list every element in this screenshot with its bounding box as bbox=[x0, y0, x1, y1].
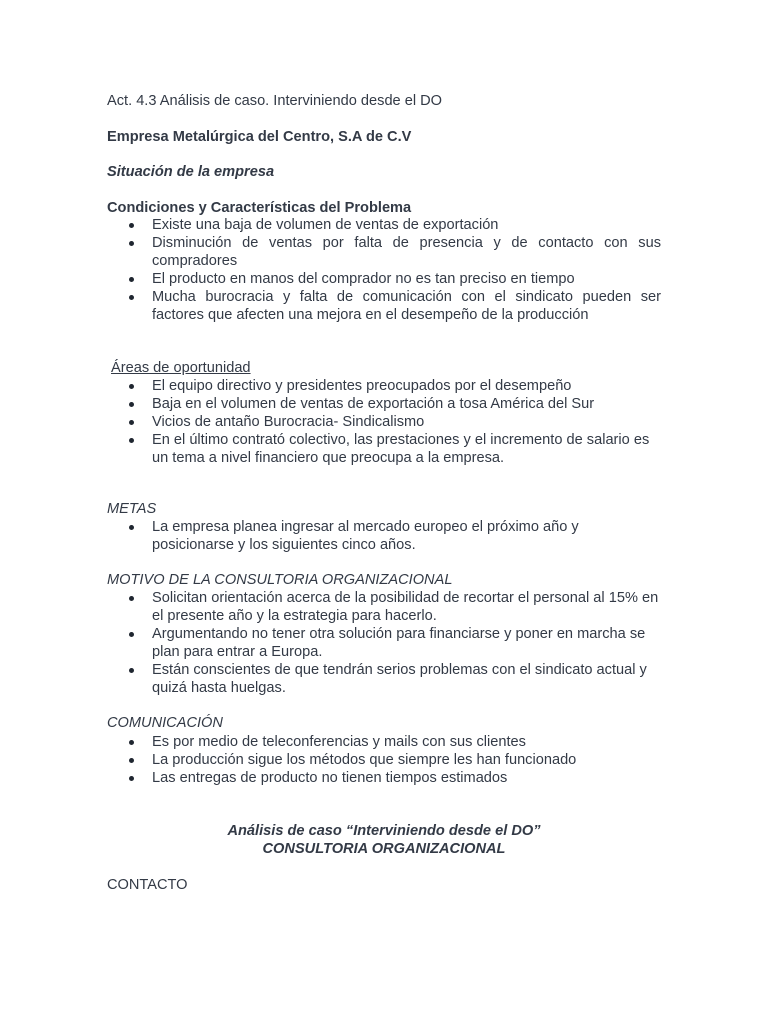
list-item: Solicitan orientación acerca de la posibilidad de recortar el personal al 15% en el presente año y la estrategia para hacerlo. bbox=[107, 589, 661, 625]
bullet-icon bbox=[129, 384, 134, 389]
opportunity-list bbox=[107, 377, 661, 467]
bullet-icon bbox=[129, 776, 134, 781]
bullet-icon bbox=[129, 223, 134, 228]
bullet-icon bbox=[129, 295, 134, 300]
consulting-reason-list bbox=[107, 589, 661, 697]
list-item: Existe una baja de volumen de ventas de exportación bbox=[107, 216, 661, 234]
bullet-icon bbox=[129, 668, 134, 673]
list-item: Argumentando no tener otra solución para financiarse y poner en marcha se plan para entrar a Europa. bbox=[107, 625, 661, 661]
situation-heading: Situación de la empresa bbox=[107, 164, 275, 180]
bullet-icon bbox=[129, 420, 134, 425]
list-item: En el último contrató colectivo, las prestaciones y el incremento de salario es un tema a nivel financiero que preocupa a la empresa. bbox=[107, 431, 661, 467]
goals-heading: METAS bbox=[107, 501, 157, 517]
bullet-icon bbox=[129, 277, 134, 282]
conditions-list bbox=[107, 216, 661, 324]
analysis-title: Análisis de caso “Interviniendo desde el DO” bbox=[227, 823, 541, 839]
bullet-icon bbox=[129, 758, 134, 763]
bullet-icon bbox=[129, 438, 134, 443]
list-item: Mucha burocracia y falta de comunicación con el sindicato pueden ser factores que afecten una mejora en el desempeño de la producción bbox=[107, 288, 661, 324]
list-item: El equipo directivo y presidentes preocupados por el desempeño bbox=[107, 377, 661, 395]
conditions-heading: Condiciones y Características del Problema bbox=[107, 200, 412, 216]
list-item: La producción sigue los métodos que siempre les han funcionado bbox=[107, 751, 661, 769]
bullet-icon bbox=[129, 525, 134, 530]
list-item: Vicios de antaño Burocracia- Sindicalismo bbox=[107, 413, 661, 431]
bullet-icon bbox=[129, 740, 134, 745]
consulting-reason-heading: MOTIVO DE LA CONSULTORIA ORGANIZACIONAL bbox=[107, 572, 453, 588]
bullet-icon bbox=[129, 632, 134, 637]
company-name: Empresa Metalúrgica del Centro, S.A de C.V bbox=[107, 129, 412, 145]
goals-list bbox=[107, 518, 661, 554]
list-item: Están conscientes de que tendrán serios problemas con el sindicato actual y quizá hasta huelgas. bbox=[107, 661, 661, 697]
bullet-icon bbox=[129, 596, 134, 601]
list-item: El producto en manos del comprador no es tan preciso en tiempo bbox=[107, 270, 661, 288]
list-item: Baja en el volumen de ventas de exportación a tosa América del Sur bbox=[107, 395, 661, 413]
communication-list bbox=[107, 733, 661, 787]
activity-header: Act. 4.3 Análisis de caso. Interviniendo desde el DO bbox=[107, 93, 443, 109]
list-item: Disminución de ventas por falta de presencia y de contacto con sus compradores bbox=[107, 234, 661, 270]
bullet-icon bbox=[129, 402, 134, 407]
opportunity-heading: Áreas de oportunidad bbox=[111, 360, 251, 376]
list-item: Las entregas de producto no tienen tiempos estimados bbox=[107, 769, 661, 787]
bullet-icon bbox=[129, 241, 134, 246]
communication-heading: COMUNICACIÓN bbox=[107, 715, 223, 731]
analysis-subtitle: CONSULTORIA ORGANIZACIONAL bbox=[262, 841, 506, 857]
contact-heading: CONTACTO bbox=[107, 877, 188, 893]
list-item: La empresa planea ingresar al mercado europeo el próximo año y posicionarse y los siguientes cinco años. bbox=[107, 518, 661, 554]
list-item: Es por medio de teleconferencias y mails con sus clientes bbox=[107, 733, 661, 751]
